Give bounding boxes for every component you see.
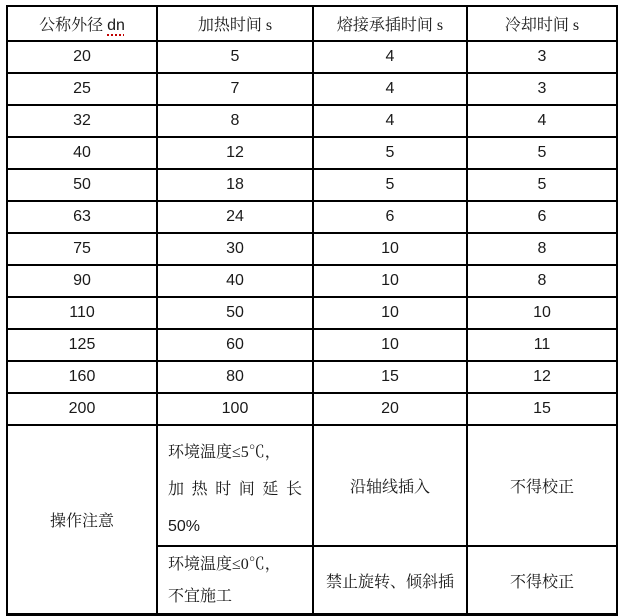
- column-header-heating-time: 加热时间 s: [157, 6, 313, 41]
- cell-heating-time: 18: [157, 169, 313, 201]
- cell-fusion-socket-time: 15: [313, 361, 467, 393]
- note-no-correction-cell: 不得校正: [467, 425, 617, 546]
- note-temp-0c-cell: [157, 546, 313, 615]
- note-temp-5c-cell: [157, 425, 313, 546]
- cell-cooling-time: 5: [467, 137, 617, 169]
- note-line: 环境温度≤5℃，: [168, 444, 281, 461]
- cell-fusion-socket-time: 20: [313, 393, 467, 425]
- cell-nominal-diameter: 25: [7, 73, 157, 105]
- cell-heating-time: 60: [157, 329, 313, 361]
- notes-row-cold-weather: [7, 425, 617, 546]
- cell-cooling-time: 3: [467, 73, 617, 105]
- cell-cooling-time: 10: [467, 297, 617, 329]
- note-insert-along-axis-cell: 沿轴线插入: [313, 425, 467, 546]
- notes-section: [7, 425, 617, 615]
- cell-nominal-diameter: 90: [7, 265, 157, 297]
- cell-nominal-diameter: 50: [7, 169, 157, 201]
- table-row: [7, 329, 617, 361]
- table-row: [7, 41, 617, 73]
- table-row: [7, 265, 617, 297]
- column-header-nominal-diameter: [7, 6, 157, 41]
- cell-heating-time: 80: [157, 361, 313, 393]
- cell-heating-time: 24: [157, 201, 313, 233]
- cell-cooling-time: 15: [467, 393, 617, 425]
- cell-nominal-diameter: 32: [7, 105, 157, 137]
- table-row: [7, 73, 617, 105]
- cell-heating-time: 5: [157, 41, 313, 73]
- cell-nominal-diameter: 40: [7, 137, 157, 169]
- cell-heating-time: 50: [157, 297, 313, 329]
- cell-heating-time: 100: [157, 393, 313, 425]
- cell-heating-time: 12: [157, 137, 313, 169]
- header-dn-spellcheck-underline: dn: [107, 17, 125, 34]
- fusion-parameters-table: [6, 5, 618, 616]
- cell-fusion-socket-time: 10: [313, 297, 467, 329]
- cell-nominal-diameter: 75: [7, 233, 157, 265]
- cell-fusion-socket-time: 4: [313, 105, 467, 137]
- cell-cooling-time: 11: [467, 329, 617, 361]
- note-line: 加热时间延长: [168, 481, 302, 498]
- table-row: [7, 233, 617, 265]
- cell-cooling-time: 3: [467, 41, 617, 73]
- cell-fusion-socket-time: 10: [313, 329, 467, 361]
- cell-cooling-time: 8: [467, 233, 617, 265]
- note-line: 环境温度≤0℃，: [168, 556, 281, 573]
- note-no-rotation-tilt-cell: 禁止旋转、倾斜插: [313, 546, 467, 615]
- column-header-cooling-time: 冷却时间 s: [467, 6, 617, 41]
- table-row: [7, 297, 617, 329]
- note-no-correction-cell: 不得校正: [467, 546, 617, 615]
- cell-heating-time: 40: [157, 265, 313, 297]
- header-diameter-text: 公称外径: [39, 17, 104, 34]
- cell-heating-time: 30: [157, 233, 313, 265]
- table-header: [7, 6, 617, 41]
- notes-label-cell: 操作注意: [7, 425, 157, 615]
- cell-nominal-diameter: 110: [7, 297, 157, 329]
- table-row: [7, 201, 617, 233]
- table-row: [7, 393, 617, 425]
- note-line: 50%: [168, 518, 201, 535]
- cell-nominal-diameter: 20: [7, 41, 157, 73]
- header-row: [7, 6, 617, 41]
- cell-heating-time: 7: [157, 73, 313, 105]
- table-row: [7, 169, 617, 201]
- cell-cooling-time: 12: [467, 361, 617, 393]
- cell-fusion-socket-time: 6: [313, 201, 467, 233]
- cell-fusion-socket-time: 10: [313, 233, 467, 265]
- cell-nominal-diameter: 160: [7, 361, 157, 393]
- column-header-fusion-socket-time: 熔接承插时间 s: [313, 6, 467, 41]
- cell-cooling-time: 4: [467, 105, 617, 137]
- cell-fusion-socket-time: 4: [313, 41, 467, 73]
- cell-cooling-time: 6: [467, 201, 617, 233]
- table-row: [7, 105, 617, 137]
- table-row: [7, 137, 617, 169]
- table-row: [7, 361, 617, 393]
- note-line: 不宜施工: [168, 588, 233, 605]
- table-body: [7, 41, 617, 425]
- cell-fusion-socket-time: 5: [313, 137, 467, 169]
- cell-nominal-diameter: 63: [7, 201, 157, 233]
- cell-cooling-time: 5: [467, 169, 617, 201]
- cell-nominal-diameter: 125: [7, 329, 157, 361]
- cell-fusion-socket-time: 4: [313, 73, 467, 105]
- cell-heating-time: 8: [157, 105, 313, 137]
- cell-fusion-socket-time: 10: [313, 265, 467, 297]
- cell-fusion-socket-time: 5: [313, 169, 467, 201]
- cell-nominal-diameter: 200: [7, 393, 157, 425]
- cell-cooling-time: 8: [467, 265, 617, 297]
